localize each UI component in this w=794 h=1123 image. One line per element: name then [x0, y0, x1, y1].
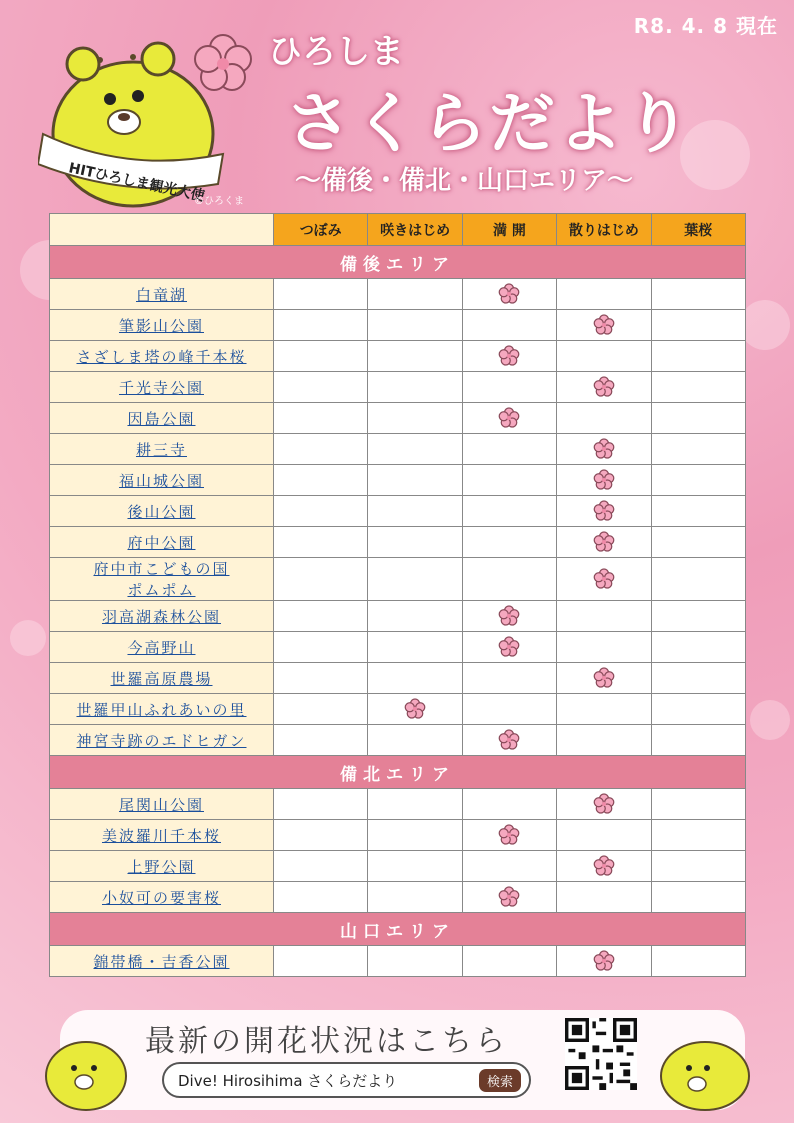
copyright-credit: ©ひろくま — [194, 196, 244, 207]
background-petal — [750, 700, 790, 740]
status-cell — [274, 946, 368, 977]
status-cell — [651, 434, 745, 465]
area-header-row — [50, 913, 746, 946]
mascot-mini-right — [655, 1030, 755, 1112]
status-cell — [368, 434, 462, 465]
status-cell — [274, 882, 368, 913]
status-cell — [462, 496, 556, 527]
table-row — [50, 851, 746, 882]
background-petal — [740, 300, 790, 350]
search-text: Dive! Hirosihima さくらだより — [178, 1071, 398, 1090]
status-cell — [274, 601, 368, 632]
spot-name-cell — [50, 694, 274, 725]
column-header: 葉桜 — [651, 214, 745, 246]
status-cell — [368, 789, 462, 820]
status-cell — [368, 558, 462, 601]
status-cell — [368, 725, 462, 756]
spot-link[interactable]: 上野公園 — [127, 857, 196, 876]
status-cell — [274, 789, 368, 820]
sakura-flower-icon — [593, 950, 615, 972]
mascot-illustration — [38, 24, 258, 214]
status-cell — [557, 279, 651, 310]
status-cell — [368, 527, 462, 558]
status-cell — [651, 279, 745, 310]
sakura-flower-icon — [593, 855, 615, 877]
status-cell — [274, 851, 368, 882]
search-button[interactable]: 検索 — [479, 1069, 521, 1092]
spot-name-cell — [50, 632, 274, 663]
status-cell — [274, 527, 368, 558]
column-header: つぼみ — [274, 214, 368, 246]
status-cell — [651, 694, 745, 725]
sakura-flower-icon — [593, 793, 615, 815]
spot-link[interactable]: 美波羅川千本桜 — [101, 826, 221, 845]
status-cell — [651, 882, 745, 913]
status-cell — [274, 310, 368, 341]
search-box[interactable] — [162, 1062, 531, 1098]
status-cell — [368, 851, 462, 882]
title-small: ひろしま — [268, 32, 404, 72]
status-cell — [274, 725, 368, 756]
status-cell — [368, 372, 462, 403]
spot-name-cell — [50, 882, 274, 913]
status-cell — [557, 601, 651, 632]
status-cell — [368, 496, 462, 527]
sakura-flower-icon — [498, 345, 520, 367]
spot-link[interactable]: 今高野山 — [127, 638, 196, 657]
spot-link[interactable]: 府中市こどもの国 ポムポム — [93, 560, 230, 599]
table-row — [50, 663, 746, 694]
spot-link[interactable]: 白竜湖 — [135, 285, 187, 304]
area-header-row — [50, 246, 746, 279]
status-cell — [557, 820, 651, 851]
spot-link[interactable]: 羽高湖森林公園 — [101, 607, 221, 626]
spot-name-cell — [50, 403, 274, 434]
status-cell — [651, 820, 745, 851]
table-corner — [50, 214, 274, 246]
spot-name-cell — [50, 820, 274, 851]
table-row — [50, 527, 746, 558]
status-cell — [274, 820, 368, 851]
table-header-row — [50, 214, 746, 246]
status-cell — [651, 632, 745, 663]
spot-link[interactable]: 筆影山公園 — [118, 316, 204, 335]
spot-link[interactable]: 福山城公園 — [118, 471, 204, 490]
table-row — [50, 341, 746, 372]
status-cell — [368, 279, 462, 310]
status-cell — [462, 279, 556, 310]
status-cell — [651, 946, 745, 977]
status-cell — [368, 882, 462, 913]
status-cell — [557, 663, 651, 694]
table-row — [50, 496, 746, 527]
table-row — [50, 558, 746, 601]
column-header: 咲きはじめ — [368, 214, 462, 246]
status-cell — [462, 310, 556, 341]
status-cell — [651, 341, 745, 372]
status-cell — [462, 882, 556, 913]
table-row — [50, 403, 746, 434]
status-cell — [651, 465, 745, 496]
status-cell — [368, 465, 462, 496]
status-cell — [557, 851, 651, 882]
sakura-flower-icon — [593, 667, 615, 689]
spot-link[interactable]: さざしま塔の峰千本桜 — [76, 347, 247, 366]
status-cell — [274, 372, 368, 403]
mascot-mini-left — [40, 1030, 132, 1112]
spot-name-cell — [50, 851, 274, 882]
spot-link[interactable]: 神宮寺跡のエドヒガン — [76, 731, 247, 750]
sakura-flower-icon — [498, 729, 520, 751]
table-row — [50, 372, 746, 403]
page-title: さくらだより — [285, 85, 693, 162]
status-cell — [462, 341, 556, 372]
spot-name-cell — [50, 789, 274, 820]
status-cell — [557, 310, 651, 341]
status-cell — [557, 882, 651, 913]
status-cell — [274, 694, 368, 725]
status-cell — [557, 694, 651, 725]
sakura-flower-icon — [593, 314, 615, 336]
status-cell — [274, 558, 368, 601]
spot-name-cell — [50, 372, 274, 403]
banner-heading: 最新の開花状況はこちら — [145, 1024, 508, 1059]
status-cell — [557, 558, 651, 601]
sakura-flower-icon — [498, 407, 520, 429]
spot-link[interactable]: 尾関山公園 — [118, 795, 204, 814]
spot-link[interactable]: 小奴可の要害桜 — [101, 888, 221, 907]
table-row — [50, 820, 746, 851]
status-cell — [274, 341, 368, 372]
status-cell — [557, 434, 651, 465]
column-header: 散りはじめ — [557, 214, 651, 246]
status-cell — [274, 434, 368, 465]
status-cell — [557, 496, 651, 527]
sakura-flower-icon — [498, 824, 520, 846]
status-cell — [368, 310, 462, 341]
status-cell — [557, 632, 651, 663]
spot-link[interactable]: 千光寺公園 — [118, 378, 204, 397]
status-cell — [557, 403, 651, 434]
table-row — [50, 882, 746, 913]
background-petal — [10, 620, 46, 656]
spot-name-cell — [50, 465, 274, 496]
status-cell — [651, 663, 745, 694]
status-cell — [368, 403, 462, 434]
status-cell — [462, 725, 556, 756]
status-cell — [651, 403, 745, 434]
status-cell — [368, 601, 462, 632]
sash-text: HITひろしま観光大使 — [67, 160, 206, 205]
sakura-flower-icon — [593, 568, 615, 590]
area-header-row — [50, 756, 746, 789]
status-cell — [651, 725, 745, 756]
status-cell — [651, 310, 745, 341]
status-cell — [462, 789, 556, 820]
sakura-flower-icon — [498, 605, 520, 627]
bloom-status-table — [49, 213, 746, 977]
status-cell — [368, 946, 462, 977]
spot-link[interactable]: 府中公園 — [127, 533, 196, 552]
status-cell — [462, 663, 556, 694]
sakura-flower-icon — [593, 469, 615, 491]
status-cell — [368, 632, 462, 663]
date-label: R8. 4. 8 現在 — [633, 14, 778, 38]
area-name: 備北エリア — [50, 756, 746, 789]
status-cell — [274, 465, 368, 496]
sakura-flower-icon — [498, 283, 520, 305]
spot-name-cell — [50, 725, 274, 756]
status-cell — [462, 372, 556, 403]
sakura-flower-icon — [498, 636, 520, 658]
status-cell — [557, 946, 651, 977]
spot-link[interactable]: 耕三寺 — [135, 440, 187, 459]
status-cell — [462, 694, 556, 725]
sakura-flower-icon — [498, 886, 520, 908]
status-cell — [462, 527, 556, 558]
spot-name-cell — [50, 946, 274, 977]
status-cell — [651, 372, 745, 403]
area-name: 備後エリア — [50, 246, 746, 279]
status-cell — [651, 601, 745, 632]
sakura-flower-icon — [593, 438, 615, 460]
table-row — [50, 279, 746, 310]
status-cell — [368, 820, 462, 851]
spot-link[interactable]: 世羅甲山ふれあいの里 — [76, 700, 247, 719]
spot-name-cell — [50, 279, 274, 310]
table-row — [50, 310, 746, 341]
status-cell — [651, 851, 745, 882]
area-name: 山口エリア — [50, 913, 746, 946]
status-cell — [462, 465, 556, 496]
status-cell — [274, 496, 368, 527]
status-cell — [462, 946, 556, 977]
spot-link[interactable]: 後山公園 — [127, 502, 196, 521]
status-cell — [462, 403, 556, 434]
column-header: 満 開 — [462, 214, 556, 246]
table-row — [50, 632, 746, 663]
status-cell — [368, 663, 462, 694]
page-subtitle: ～備後・備北・山口エリア～ — [295, 166, 634, 196]
status-cell — [557, 465, 651, 496]
status-cell — [651, 496, 745, 527]
sakura-flower-icon — [593, 376, 615, 398]
qr-code[interactable] — [565, 1018, 637, 1090]
table-row — [50, 434, 746, 465]
status-cell — [368, 341, 462, 372]
spot-name-cell — [50, 496, 274, 527]
status-cell — [557, 341, 651, 372]
spot-name-cell — [50, 601, 274, 632]
status-cell — [462, 632, 556, 663]
table-row — [50, 601, 746, 632]
status-cell — [557, 725, 651, 756]
sakura-flower-icon — [404, 698, 426, 720]
status-cell — [462, 820, 556, 851]
status-cell — [557, 789, 651, 820]
spot-name-cell — [50, 663, 274, 694]
status-cell — [274, 663, 368, 694]
status-cell — [557, 527, 651, 558]
sakura-flower-icon — [593, 500, 615, 522]
table-row — [50, 465, 746, 496]
status-cell — [274, 632, 368, 663]
status-cell — [651, 527, 745, 558]
spot-name-cell — [50, 434, 274, 465]
status-cell — [368, 694, 462, 725]
table-row — [50, 694, 746, 725]
status-cell — [651, 558, 745, 601]
spot-name-cell — [50, 341, 274, 372]
status-cell — [462, 601, 556, 632]
status-cell — [274, 403, 368, 434]
spot-link[interactable]: 世羅高原農場 — [110, 669, 213, 688]
spot-link[interactable]: 錦帯橋・吉香公園 — [93, 952, 230, 971]
sakura-flower-icon — [593, 531, 615, 553]
spot-name-cell — [50, 310, 274, 341]
status-cell — [462, 558, 556, 601]
status-cell — [462, 434, 556, 465]
status-cell — [557, 372, 651, 403]
spot-link[interactable]: 因島公園 — [127, 409, 196, 428]
status-cell — [462, 851, 556, 882]
spot-name-cell — [50, 527, 274, 558]
table-row — [50, 946, 746, 977]
status-cell — [274, 279, 368, 310]
status-cell — [651, 789, 745, 820]
spot-name-cell — [50, 558, 274, 601]
table-row — [50, 789, 746, 820]
table-row — [50, 725, 746, 756]
